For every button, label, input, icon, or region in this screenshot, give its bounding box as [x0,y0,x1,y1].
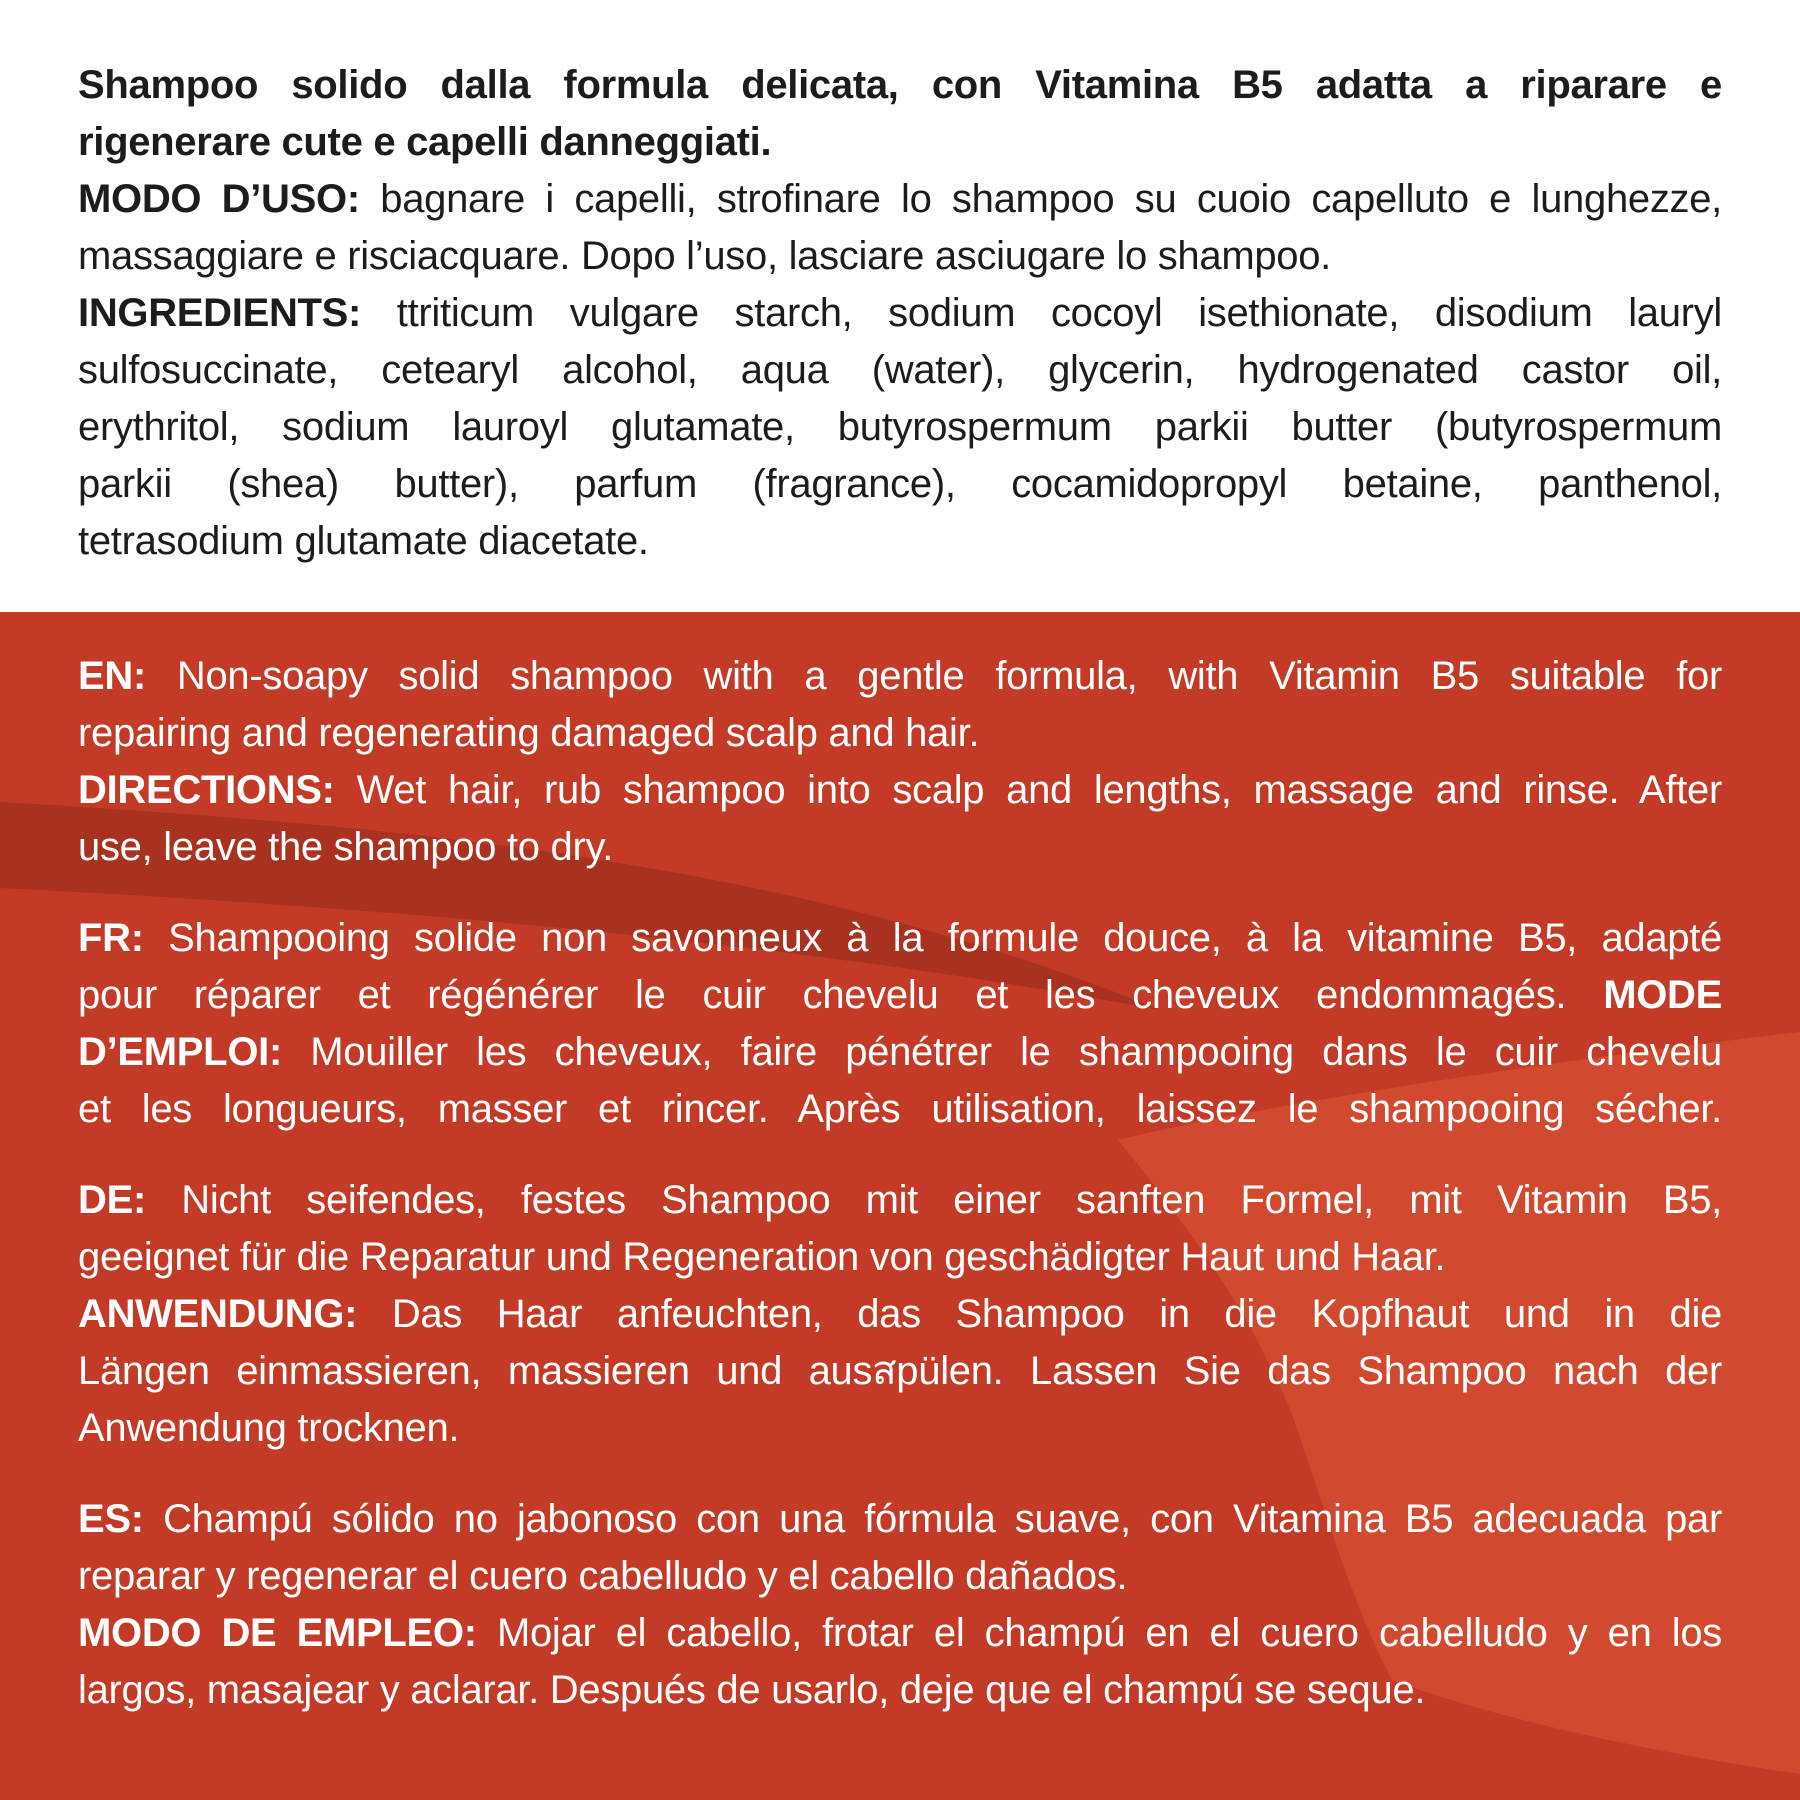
translations-section [0,612,1800,1800]
text-line: use, leave the shampoo to dry. [78,825,614,869]
text-line: MODO DE EMPLEO: Mojar el cabello, frotar el champú en el cuero cabelludo y en los [78,1611,1722,1655]
text-line: INGREDIENTS: ttriticum vulgare starch, sodium cocoyl isethionate, disodium lauryl [78,291,1722,335]
text-line: DIRECTIONS: Wet hair, rub shampoo into scalp and lengths, massage and rinse. After [78,768,1722,812]
text-line: massaggiare e risciacquare. Dopo l’uso, lasciare asciugare lo shampoo. [78,234,1331,278]
text-line: EN: Non-soapy solid shampoo with a gentle formula, with Vitamin B5 suitable for [78,654,1722,698]
text-line: DE: Nicht seifendes, festes Shampoo mit einer sanften Formel, mit Vitamin B5, [78,1178,1722,1222]
text-line: FR: Shampooing solide non savonneux à la formule douce, à la vitamine B5, adapté [78,916,1722,960]
text-line: ANWENDUNG: Das Haar anfeuchten, das Shampoo in die Kopfhaut und in die [78,1292,1722,1336]
paragraph-es [78,1491,1722,1719]
text-line: reparar y regenerar el cuero cabelludo y el cabello dañados. [78,1554,1128,1598]
text-line: geeignet für die Reparatur und Regeneration von geschädigter Haut und Haar. [78,1235,1446,1279]
text-line: repairing and regenerating damaged scalp and hair. [78,711,980,755]
paragraph-de [78,1172,1722,1457]
text-line: Shampoo solido dalla formula delicata, con Vitamina B5 adatta a riparare e [78,63,1722,107]
text-line: ES: Champú sólido no jabonoso con una fórmula suave, con Vitamina B5 adecuada par [78,1497,1722,1541]
text-line: Anwendung trocknen. [78,1406,460,1450]
text-line: pour réparer et régénérer le cuir chevelu et les cheveux endommagés. MODE [78,973,1722,1017]
text-line: et les longueurs, masser et rincer. Après utilisation, laissez le shampooing sécher. [78,1087,1722,1131]
text-line: erythritol, sodium lauroyl glutamate, butyrospermum parkii butter (butyrospermum [78,405,1722,449]
text-line: largos, masajear y aclarar. Después de usarlo, deje que el champú se seque. [78,1668,1426,1712]
text-line: parkii (shea) butter), parfum (fragrance), cocamidopropyl betaine, panthenol, [78,462,1722,506]
translation-blocks [0,612,1800,1719]
text-line: Längen einmassieren, massieren und ausสpülen. Lassen Sie das Shampoo nach der [78,1349,1722,1393]
text-line: MODO D’USO: bagnare i capelli, strofinare lo shampoo su cuoio capelluto e lunghezze, [78,177,1722,221]
text-line: D’EMPLOI: Mouiller les cheveux, faire pénétrer le shampooing dans le cuir chevelu [78,1030,1722,1074]
italian-section [0,0,1800,612]
paragraph-fr [78,910,1722,1138]
text-line: rigenerare cute e capelli danneggiati. [78,120,772,164]
paragraph-en [78,648,1722,876]
italian-lines [78,57,1722,570]
text-line: sulfosuccinate, cetearyl alcohol, aqua (water), glycerin, hydrogenated castor oil, [78,348,1722,392]
text-line: tetrasodium glutamate diacetate. [78,519,649,563]
